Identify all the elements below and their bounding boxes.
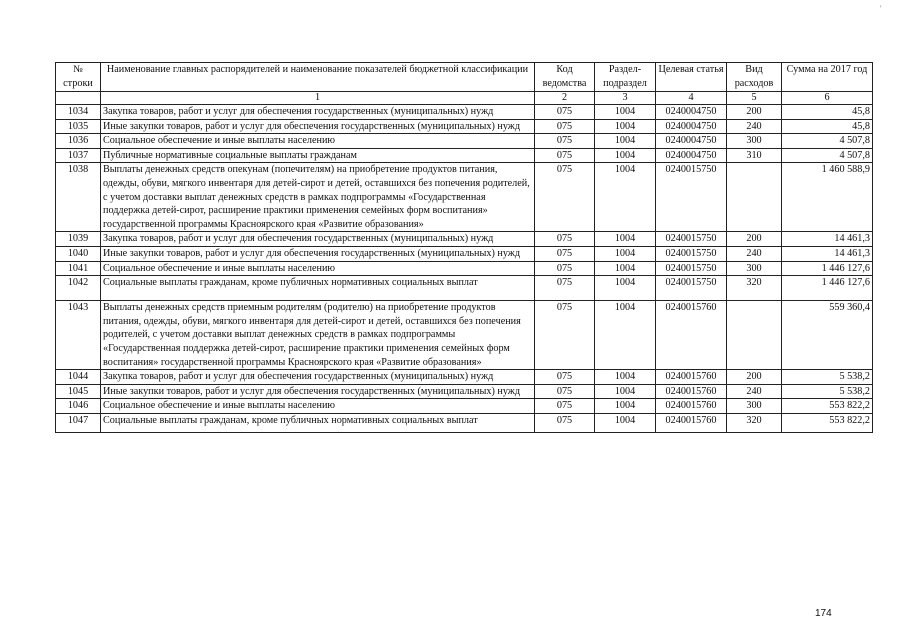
row-section: 1004 [595, 370, 656, 385]
table-row [56, 134, 873, 149]
row-name: Закупка товаров, работ и услуг для обеспечения государственных (муниципальных) нужд [101, 232, 535, 247]
row-target-article: 0240015760 [656, 384, 727, 399]
row-sum: 45,8 [782, 119, 873, 134]
row-department-code: 075 [535, 276, 595, 301]
row-section: 1004 [595, 105, 656, 120]
row-target-article: 0240015750 [656, 163, 727, 232]
row-section: 1004 [595, 232, 656, 247]
row-department-code: 075 [535, 370, 595, 385]
header-sum: Сумма на 2017 год [782, 63, 873, 92]
row-expense-type: 240 [727, 384, 782, 399]
row-expense-type: 320 [727, 413, 782, 432]
table-row [56, 399, 873, 414]
row-target-article: 0240015750 [656, 261, 727, 276]
row-name: Иные закупки товаров, работ и услуг для обеспечения государственных (муниципальных) нужд [101, 119, 535, 134]
table-row [56, 370, 873, 385]
column-number: 3 [595, 92, 656, 105]
row-number: 1035 [56, 119, 101, 134]
row-number: 1036 [56, 134, 101, 149]
row-number: 1042 [56, 276, 101, 301]
table-row [56, 246, 873, 261]
row-number: 1047 [56, 413, 101, 432]
row-target-article: 0240015760 [656, 301, 727, 370]
column-number-blank [56, 92, 101, 105]
row-sum: 45,8 [782, 105, 873, 120]
row-expense-type: 200 [727, 232, 782, 247]
row-expense-type: 300 [727, 399, 782, 414]
column-number: 1 [101, 92, 535, 105]
table-row [56, 301, 873, 370]
row-section: 1004 [595, 134, 656, 149]
row-name: Социальное обеспечение и иные выплаты населению [101, 134, 535, 149]
row-department-code: 075 [535, 163, 595, 232]
table-row [56, 105, 873, 120]
row-department-code: 075 [535, 119, 595, 134]
row-name: Выплаты денежных средств приемным родителям (родителю) на приобретение продуктов питания, одежды, обуви, мягкого инвентаря для детей-сирот и детей, оставшихся без попечения родителей, с учетом доставки выплат денежных средств в рамках подпрограммы «Государственная поддержка детей-сирот, расширение практики применения семейных форм воспитания» государственной программы Красноярского края «Развитие образования» [101, 301, 535, 370]
row-sum: 14 461,3 [782, 246, 873, 261]
page-number: 174 [815, 608, 832, 619]
budget-table [55, 62, 873, 433]
row-department-code: 075 [535, 148, 595, 163]
row-sum: 1 460 588,9 [782, 163, 873, 232]
row-number: 1034 [56, 105, 101, 120]
header-target-article: Целевая статья [656, 63, 727, 92]
row-number: 1045 [56, 384, 101, 399]
row-expense-type: 320 [727, 276, 782, 301]
row-expense-type [727, 301, 782, 370]
column-number: 5 [727, 92, 782, 105]
row-expense-type: 240 [727, 119, 782, 134]
row-department-code: 075 [535, 105, 595, 120]
row-section: 1004 [595, 413, 656, 432]
row-target-article: 0240015760 [656, 370, 727, 385]
row-department-code: 075 [535, 399, 595, 414]
row-number: 1043 [56, 301, 101, 370]
table-row [56, 413, 873, 432]
row-number: 1039 [56, 232, 101, 247]
table-row [56, 148, 873, 163]
row-name: Социальное обеспечение и иные выплаты населению [101, 261, 535, 276]
table-row [56, 119, 873, 134]
row-department-code: 075 [535, 301, 595, 370]
row-number: 1046 [56, 399, 101, 414]
row-number: 1041 [56, 261, 101, 276]
row-department-code: 075 [535, 246, 595, 261]
row-department-code: 075 [535, 232, 595, 247]
row-target-article: 0240015750 [656, 276, 727, 301]
row-section: 1004 [595, 384, 656, 399]
row-target-article: 0240004750 [656, 105, 727, 120]
row-sum: 14 461,3 [782, 232, 873, 247]
row-section: 1004 [595, 276, 656, 301]
row-sum: 5 538,2 [782, 370, 873, 385]
row-expense-type: 200 [727, 105, 782, 120]
row-target-article: 0240015750 [656, 246, 727, 261]
row-name: Закупка товаров, работ и услуг для обеспечения государственных (муниципальных) нужд [101, 370, 535, 385]
row-sum: 553 822,2 [782, 413, 873, 432]
row-target-article: 0240004750 [656, 119, 727, 134]
row-section: 1004 [595, 399, 656, 414]
row-sum: 5 538,2 [782, 384, 873, 399]
header-department-code: Код ведомства [535, 63, 595, 92]
header-row [56, 63, 873, 92]
row-name: Закупка товаров, работ и услуг для обеспечения государственных (муниципальных) нужд [101, 105, 535, 120]
row-expense-type: 200 [727, 370, 782, 385]
header-expense-type: Вид расходов [727, 63, 782, 92]
row-name: Социальные выплаты гражданам, кроме публичных нормативных социальных выплат [101, 276, 535, 301]
row-name: Социальные выплаты гражданам, кроме публичных нормативных социальных выплат [101, 413, 535, 432]
row-sum: 1 446 127,6 [782, 261, 873, 276]
row-number: 1038 [56, 163, 101, 232]
row-expense-type: 300 [727, 134, 782, 149]
row-sum: 4 507,8 [782, 148, 873, 163]
row-section: 1004 [595, 148, 656, 163]
row-name: Иные закупки товаров, работ и услуг для обеспечения государственных (муниципальных) нужд [101, 246, 535, 261]
column-number-row [56, 92, 873, 105]
header-section: Раздел-подраздел [595, 63, 656, 92]
row-sum: 4 507,8 [782, 134, 873, 149]
row-section: 1004 [595, 246, 656, 261]
table-row [56, 261, 873, 276]
row-target-article: 0240015760 [656, 413, 727, 432]
row-sum: 1 446 127,6 [782, 276, 873, 301]
column-number: 4 [656, 92, 727, 105]
row-section: 1004 [595, 119, 656, 134]
table-row [56, 276, 873, 301]
row-name: Выплаты денежных средств опекунам (попечителям) на приобретение продуктов питания, одежды, обуви, мягкого инвентаря для детей-сирот и детей, оставшихся без попечения родителей, с учетом доставки выплат денежных средств в рамках подпрограммы «Государственная поддержка детей-сирот, расширение практики применения семейных форм воспитания» государственной программы Красноярского края «Развитие образования» [101, 163, 535, 232]
table-row [56, 163, 873, 232]
row-number: 1040 [56, 246, 101, 261]
row-name: Иные закупки товаров, работ и услуг для обеспечения государственных (муниципальных) нужд [101, 384, 535, 399]
row-number: 1044 [56, 370, 101, 385]
row-section: 1004 [595, 261, 656, 276]
row-target-article: 0240004750 [656, 148, 727, 163]
row-target-article: 0240015760 [656, 399, 727, 414]
row-section: 1004 [595, 301, 656, 370]
row-name: Публичные нормативные социальные выплаты гражданам [101, 148, 535, 163]
row-number: 1037 [56, 148, 101, 163]
header-name: Наименование главных распорядителей и наименование показателей бюджетной классификации [101, 63, 535, 92]
row-expense-type [727, 163, 782, 232]
row-department-code: 075 [535, 384, 595, 399]
table-row [56, 384, 873, 399]
column-number: 2 [535, 92, 595, 105]
row-name: Социальное обеспечение и иные выплаты населению [101, 399, 535, 414]
row-sum: 559 360,4 [782, 301, 873, 370]
row-expense-type: 300 [727, 261, 782, 276]
row-department-code: 075 [535, 261, 595, 276]
corner-mark: ' [880, 4, 882, 13]
column-number: 6 [782, 92, 873, 105]
row-expense-type: 240 [727, 246, 782, 261]
row-sum: 553 822,2 [782, 399, 873, 414]
row-department-code: 075 [535, 413, 595, 432]
row-target-article: 0240004750 [656, 134, 727, 149]
row-target-article: 0240015750 [656, 232, 727, 247]
row-department-code: 075 [535, 134, 595, 149]
row-expense-type: 310 [727, 148, 782, 163]
row-section: 1004 [595, 163, 656, 232]
table-row [56, 232, 873, 247]
header-row-no: № строки [56, 63, 101, 92]
